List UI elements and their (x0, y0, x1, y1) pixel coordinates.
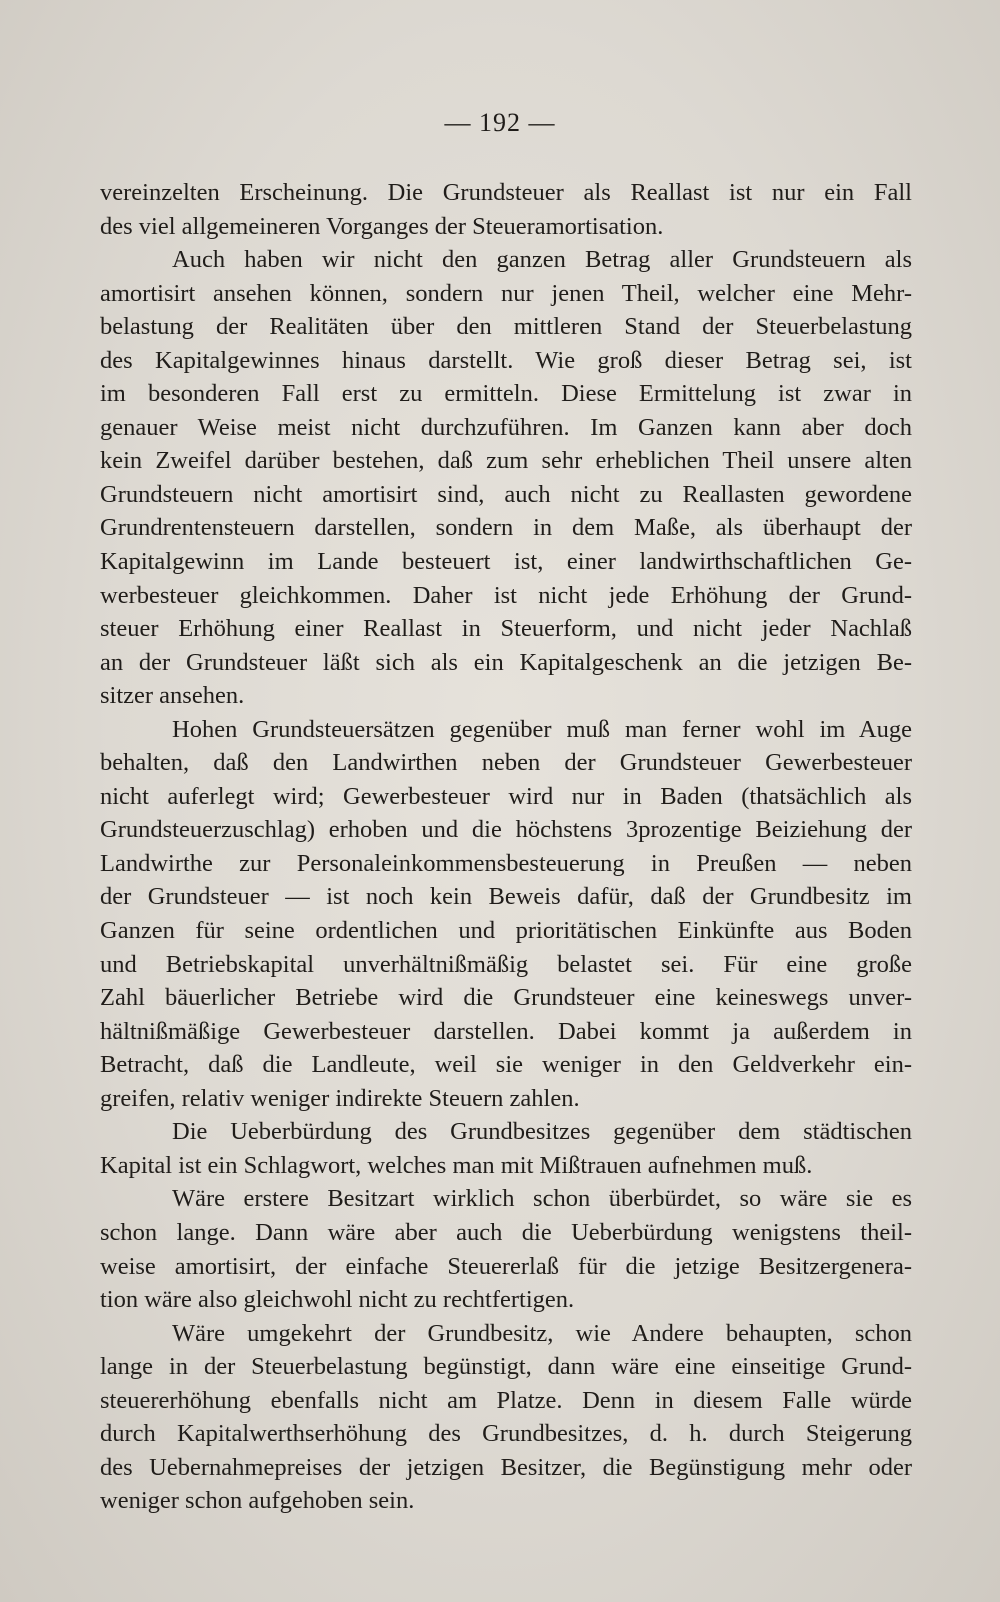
text-line: hältnißmäßige Gewerbesteuer darstellen. Dabei kommt ja außerdem in (100, 1017, 912, 1045)
text-line: Grundsteuern nicht amortisirt sind, auch nicht zu Reallasten gewordene (100, 480, 912, 508)
text-line: greifen, relativ weniger indirekte Steuern zahlen. (100, 1084, 580, 1112)
text-line: Kapital ist ein Schlagwort, welches man mit Mißtrauen aufnehmen muß. (100, 1151, 813, 1179)
text-line: Hohen Grundsteuersätzen gegenüber muß man ferner wohl im Auge (172, 715, 912, 743)
text-line: Die Ueberbürdung des Grundbesitzes gegenüber dem städtischen (172, 1118, 912, 1146)
text-line: Grundrentensteuern darstellen, sondern in dem Maße, als überhaupt der (100, 514, 912, 542)
text-line: Zahl bäuerlicher Betriebe wird die Grundsteuer eine keineswegs unver- (100, 984, 912, 1012)
text-line: kein Zweifel darüber bestehen, daß zum sehr erheblichen Theil unsere alten (100, 447, 912, 475)
text-line: belastung der Realitäten über den mittleren Stand der Steuerbelastung (100, 313, 912, 341)
text-line: steuer Erhöhung einer Reallast in Steuerform, und nicht jeder Nachlaß (100, 615, 912, 643)
text-line: Wäre umgekehrt der Grundbesitz, wie Andere behaupten, schon (172, 1319, 912, 1347)
text-line: amortisirt ansehen können, sondern nur jenen Theil, welcher eine Mehr- (100, 279, 912, 307)
text-line: und Betriebskapital unverhältnißmäßig belastet sei. Für eine große (100, 950, 912, 978)
text-line: der Grundsteuer — ist noch kein Beweis dafür, daß der Grundbesitz im (100, 883, 912, 911)
text-line: Auch haben wir nicht den ganzen Betrag aller Grundsteuern als (172, 246, 912, 274)
text-line: genauer Weise meist nicht durchzuführen. Im Ganzen kann aber doch (100, 413, 912, 441)
text-line: tion wäre also gleichwohl nicht zu rechtfertigen. (100, 1286, 575, 1314)
text-line: im besonderen Fall erst zu ermitteln. Diese Ermittelung ist zwar in (100, 380, 912, 408)
text-line: Kapitalgewinn im Lande besteuert ist, einer landwirthschaftlichen Ge- (100, 548, 912, 576)
text-line: nicht auferlegt wird; Gewerbesteuer wird nur in Baden (thatsächlich als (100, 782, 912, 810)
text-line: vereinzelten Erscheinung. Die Grundsteuer als Reallast ist nur ein Fall (100, 179, 912, 206)
text-line: werbesteuer gleichkommen. Daher ist nicht jede Erhöhung der Grund- (100, 581, 912, 609)
text-line: Grundsteuerzuschlag) erhoben und die höchstens 3prozentige Beiziehung der (100, 816, 912, 844)
text-line: behalten, daß den Landwirthen neben der Grundsteuer Gewerbesteuer (100, 749, 912, 777)
text-line: lange in der Steuerbelastung begünstigt, dann wäre eine einseitige Grund- (100, 1353, 912, 1381)
text-line: durch Kapitalwerthserhöhung des Grundbesitzes, d. h. durch Steigerung (100, 1420, 912, 1448)
text-line: an der Grundsteuer läßt sich als ein Kapitalgeschenk an die jetzigen Be- (100, 648, 912, 676)
body-text (100, 176, 912, 1518)
text-line: schon lange. Dann wäre aber auch die Ueberbürdung wenigstens theil- (100, 1218, 912, 1246)
text-line: sitzer ansehen. (100, 682, 245, 710)
text-line: Betracht, daß die Landleute, weil sie weniger in den Geldverkehr ein- (100, 1051, 912, 1079)
text-line: Wäre erstere Besitzart wirklich schon überbürdet, so wäre sie es (172, 1185, 912, 1213)
text-line: steuererhöhung ebenfalls nicht am Platze. Denn in diesem Falle würde (100, 1386, 912, 1414)
page-number: — 192 — (444, 108, 556, 137)
text-line: Ganzen für seine ordentlichen und prioritätischen Einkünfte aus Boden (100, 917, 912, 945)
text-line: des viel allgemeineren Vorganges der Steueramortisation. (100, 212, 664, 240)
text-line: Landwirthe zur Personaleinkommensbesteuerung in Preußen — neben (100, 849, 912, 877)
text-line: weise amortisirt, der einfache Steuererlaß für die jetzige Besitzergenera- (100, 1252, 912, 1280)
text-line: des Uebernahmepreises der jetzigen Besitzer, die Begünstigung mehr oder (100, 1453, 912, 1481)
text-line: des Kapitalgewinnes hinaus darstellt. Wie groß dieser Betrag sei, ist (100, 346, 912, 374)
text-line: weniger schon aufgehoben sein. (100, 1487, 415, 1515)
